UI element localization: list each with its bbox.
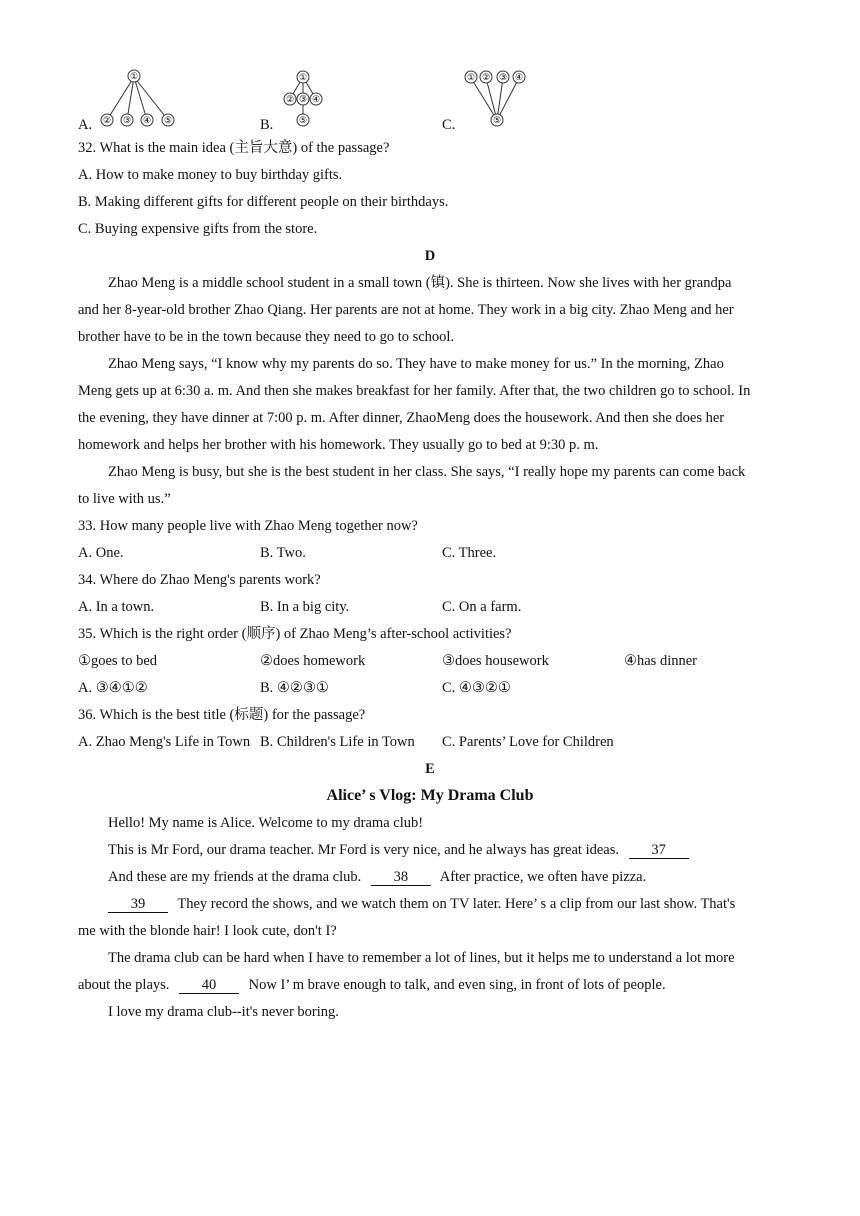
- diagram-a: [98, 68, 180, 130]
- passage-e-line5: me with the blonde hair! I look cute, don't I?: [78, 923, 337, 939]
- q35-item-1: ①goes to bed: [78, 653, 158, 669]
- passage-e-line7-after: Now I’ m brave enough to talk, and even sing, in front of lots of people.: [248, 977, 666, 993]
- passage-e-line3-after: After practice, we often have pizza.: [439, 869, 647, 885]
- q32-option-b: B. Making different gifts for different people on their birthdays.: [78, 194, 449, 210]
- question-34: 34. Where do Zhao Meng's parents work?: [78, 572, 321, 588]
- passage-d-p1-line2: and her 8-year-old brother Zhao Qiang. Her parents are not at home. They work in a big city. Zhao Meng and her: [78, 302, 734, 318]
- diagram-c-node: ①: [466, 73, 476, 83]
- q33-option-b: B. Two.: [260, 545, 306, 561]
- q34-option-c: C. On a farm.: [442, 599, 522, 615]
- q33-option-a: A. One.: [78, 545, 124, 561]
- diagram-b-node: ④: [311, 95, 321, 105]
- blank-37[interactable]: 37: [629, 843, 689, 859]
- blank-38[interactable]: 38: [371, 870, 431, 886]
- passage-e-line7: [78, 976, 666, 994]
- passage-e-line3-text: And these are my friends at the drama club.: [108, 869, 362, 885]
- diagram-c-node: ④: [514, 73, 524, 83]
- q35-option-a: A. ③④①②: [78, 680, 148, 696]
- q35-item-4: ④has dinner: [624, 653, 697, 669]
- passage-e-title: Alice’ s Vlog: My Drama Club: [326, 787, 534, 804]
- diagram-b: [280, 68, 330, 130]
- diagram-c-bottom: ⑤: [492, 116, 502, 126]
- q33-option-c: C. Three.: [442, 545, 497, 561]
- q34-option-b: B. In a big city.: [260, 599, 350, 615]
- q35-item-3: ③does housework: [442, 653, 549, 669]
- passage-e-line7-before: about the plays.: [78, 977, 170, 993]
- diagram-a-node: ②: [102, 116, 112, 126]
- passage-e-line4: [108, 895, 735, 913]
- diagram-a-top: ①: [129, 72, 139, 82]
- diagram-b-node: ③: [298, 95, 308, 105]
- section-e-heading: E: [425, 761, 435, 777]
- option-b-label: B.: [260, 117, 274, 133]
- question-32: 32. What is the main idea (主旨大意) of the passage?: [78, 140, 390, 156]
- diagram-c: [462, 68, 534, 130]
- q36-option-b: B. Children's Life in Town: [260, 734, 415, 750]
- blank-39[interactable]: 39: [108, 897, 168, 913]
- question-33: 33. How many people live with Zhao Meng together now?: [78, 518, 418, 534]
- passage-e-line2: [108, 841, 689, 859]
- q36-option-c: C. Parents’ Love for Children: [442, 734, 614, 750]
- q34-option-a: A. In a town.: [78, 599, 155, 615]
- passage-e-line8: I love my drama club--it's never boring.: [108, 1004, 339, 1020]
- question-36: 36. Which is the best title (标题) for the passage?: [78, 707, 366, 723]
- q35-item-2: ②does homework: [260, 653, 366, 669]
- passage-d-p3-line2: to live with us.”: [78, 491, 171, 507]
- passage-d-p2-line2: Meng gets up at 6:30 a. m. And then she makes breakfast for her family. After that, the two children go to school. In: [78, 383, 751, 399]
- q32-option-c: C. Buying expensive gifts from the store.: [78, 221, 318, 237]
- option-c-label: C.: [442, 117, 456, 133]
- diagram-a-node: ⑤: [163, 116, 173, 126]
- passage-e-line3: [108, 868, 646, 886]
- passage-d-p3-line1: Zhao Meng is busy, but she is the best student in her class. She says, “I really hope my parents can come back: [108, 464, 746, 480]
- q35-option-b: B. ④②③①: [260, 680, 329, 696]
- diagram-c-node: ②: [481, 73, 491, 83]
- diagram-a-node: ③: [122, 116, 132, 126]
- diagram-a-node: ④: [142, 116, 152, 126]
- diagram-c-node: ③: [498, 73, 508, 83]
- diagram-b-bottom: ⑤: [298, 116, 308, 126]
- question-35: 35. Which is the right order (顺序) of Zhao Meng’s after-school activities?: [78, 626, 512, 642]
- q36-option-a: A. Zhao Meng's Life in Town: [78, 734, 251, 750]
- passage-e-line6: The drama club can be hard when I have to remember a lot of lines, but it helps me to understand a lot more: [108, 950, 735, 966]
- q32-option-a: A. How to make money to buy birthday gifts.: [78, 167, 343, 183]
- passage-d-p2-line3: the evening, they have dinner at 7:00 p. m. After dinner, ZhaoMeng does the housework. And then she does her: [78, 410, 725, 426]
- diagram-b-node: ②: [285, 95, 295, 105]
- passage-e-line1: Hello! My name is Alice. Welcome to my drama club!: [108, 815, 424, 831]
- blank-40[interactable]: 40: [179, 978, 239, 994]
- passage-d-p1-line1: Zhao Meng is a middle school student in a small town (镇). She is thirteen. Now she lives with her grandpa: [108, 275, 732, 291]
- section-d-heading: D: [424, 248, 436, 264]
- diagram-b-top: ①: [298, 73, 308, 83]
- passage-e-line2-text: This is Mr Ford, our drama teacher. Mr Ford is very nice, and he always has great ideas.: [108, 842, 619, 858]
- passage-d-p2-line1: Zhao Meng says, “I know why my parents do so. They have to make money for us.” In the morning, Zhao: [108, 356, 724, 372]
- passage-d-p2-line4: homework and helps her brother with his homework. They usually go to bed at 9:30 p. m.: [78, 437, 599, 453]
- option-a-label: A.: [78, 117, 93, 133]
- q35-option-c: C. ④③②①: [442, 680, 511, 696]
- passage-d-p1-line3: brother have to be in the town because they need to go to school.: [78, 329, 455, 345]
- passage-e-line4-after: They record the shows, and we watch them on TV later. Here’ s a clip from our last show. That's: [177, 896, 736, 912]
